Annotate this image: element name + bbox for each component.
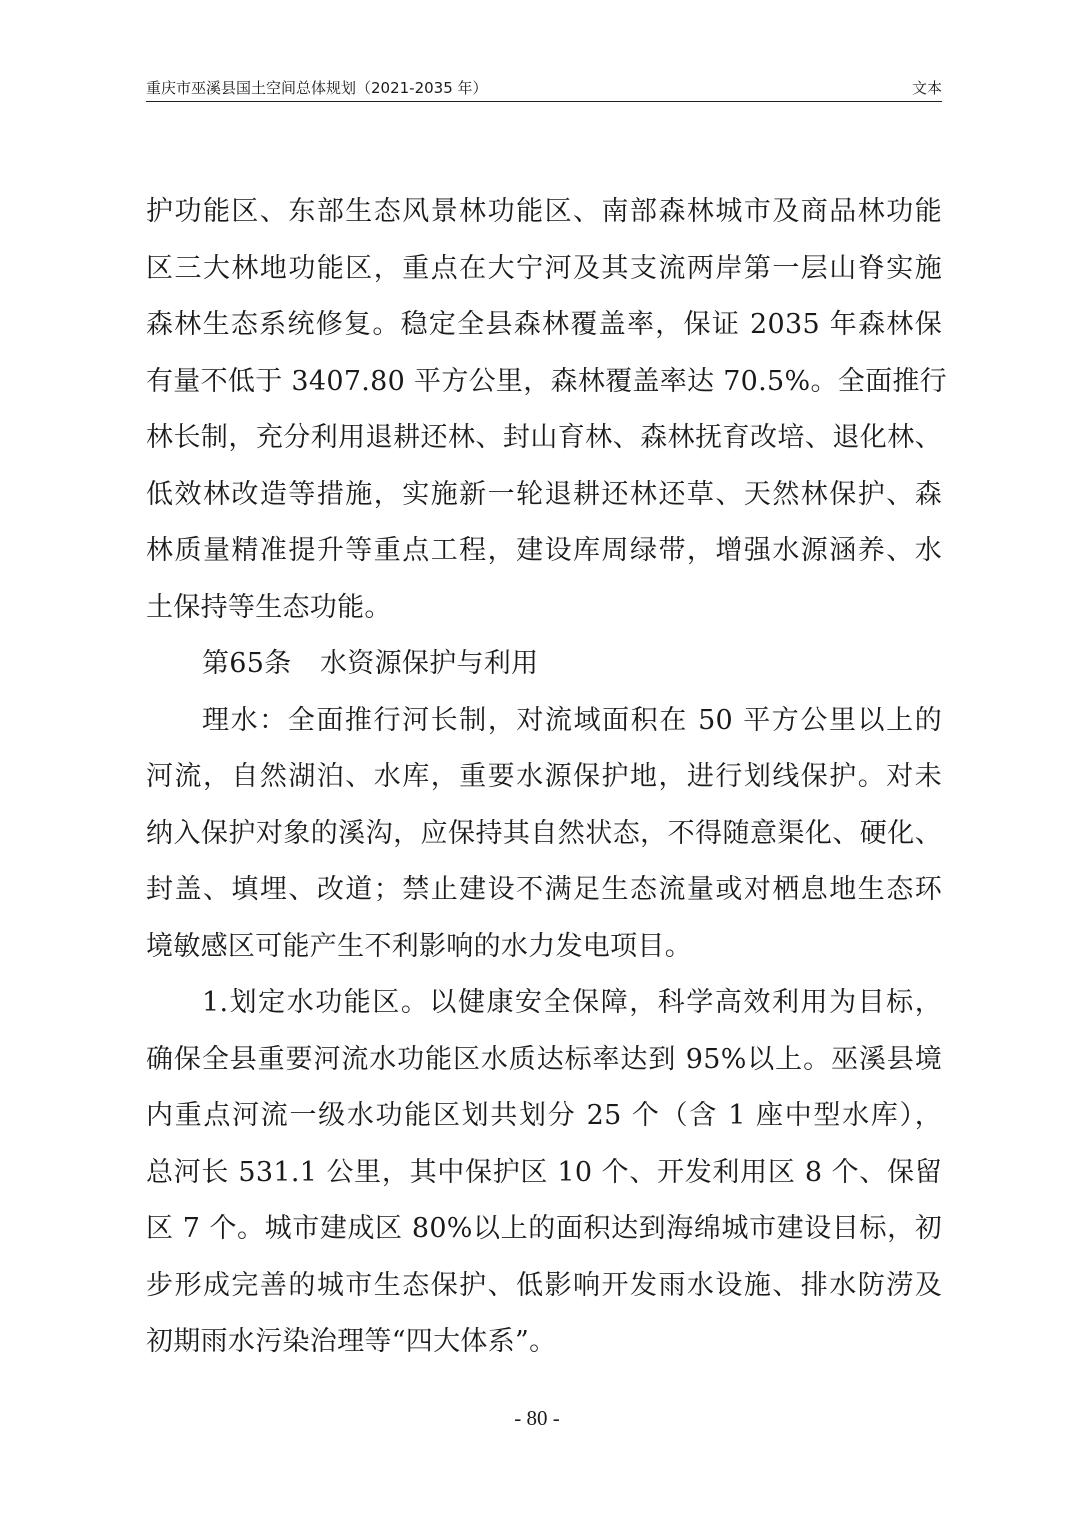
text-line: 境敏感区可能产生不利影响的水力发电项目。 (146, 930, 692, 962)
text-line: 森林生态系统修复。稳定全县森林覆盖率，保证 2035 年森林保 (146, 309, 942, 340)
document-type-label: 文本 (911, 79, 942, 97)
text-line: 内重点河流一级水功能区划共划分 25 个（含 1 座中型水库）， (146, 1100, 942, 1131)
article-heading (146, 636, 942, 693)
page-header (146, 78, 942, 104)
text-line: 林质量精准提升等重点工程，建设库周绿带，增强水源涵养、水 (146, 535, 942, 566)
text-line: 步形成完善的城市生态保护、低影响开发雨水设施、排水防涝及 (146, 1269, 942, 1301)
article-title: 水资源保护与利用 (320, 648, 539, 679)
text-line: 总河长 531.1 公里，其中保护区 10 个、开发利用区 8 个、保留 (146, 1156, 942, 1188)
text-line: 林长制，充分利用退耕还林、封山育林、森林抚育改培、退化林、 (146, 422, 942, 453)
page-number: - 80 - (514, 1406, 560, 1430)
document-title: 重庆市巫溪县国土空间总体规划（2021-2035 年） (146, 79, 488, 97)
text-line: 有量不低于 3407.80 平方公里，森林覆盖率达 70.5%。全面推行 (146, 365, 947, 397)
text-line: 封盖、填埋、改道；禁止建设不满足生态流量或对栖息地生态环 (146, 874, 942, 905)
text-line: 低效林改造等措施，实施新一轮退耕还林还草、天然林保护、森 (146, 478, 942, 510)
text-line: 区 7 个。城市建成区 80%以上的面积达到海绵城市建设目标，初 (146, 1213, 942, 1244)
header-divider (146, 101, 942, 102)
text-line: 确保全县重要河流水功能区水质达标率达到 95%以上。巫溪县境 (146, 1043, 942, 1075)
text-line: 护功能区、东部生态风景林功能区、南部森林城市及商品林功能 (146, 196, 942, 227)
text-line: 纳入保护对象的溪沟，应保持其自然状态，不得随意渠化、硬化、 (146, 817, 942, 849)
text-line: 区三大林地功能区，重点在大宁河及其支流两岸第一层山脊实施 (146, 252, 942, 284)
text-line: 河流，自然湖泊、水库，重要水源保护地，进行划线保护。对未 (146, 761, 942, 792)
text-line: 1.划定水功能区。以健康安全保障，科学高效利用为目标， (202, 987, 942, 1018)
text-line: 理水：全面推行河长制，对流域面积在 50 平方公里以上的 (202, 704, 942, 736)
article-number: 第65条 (202, 648, 292, 679)
body-text (146, 184, 947, 1371)
text-line: 土保持等生态功能。 (146, 591, 392, 623)
text-line: 初期雨水污染治理等“四大体系”。 (146, 1326, 557, 1357)
